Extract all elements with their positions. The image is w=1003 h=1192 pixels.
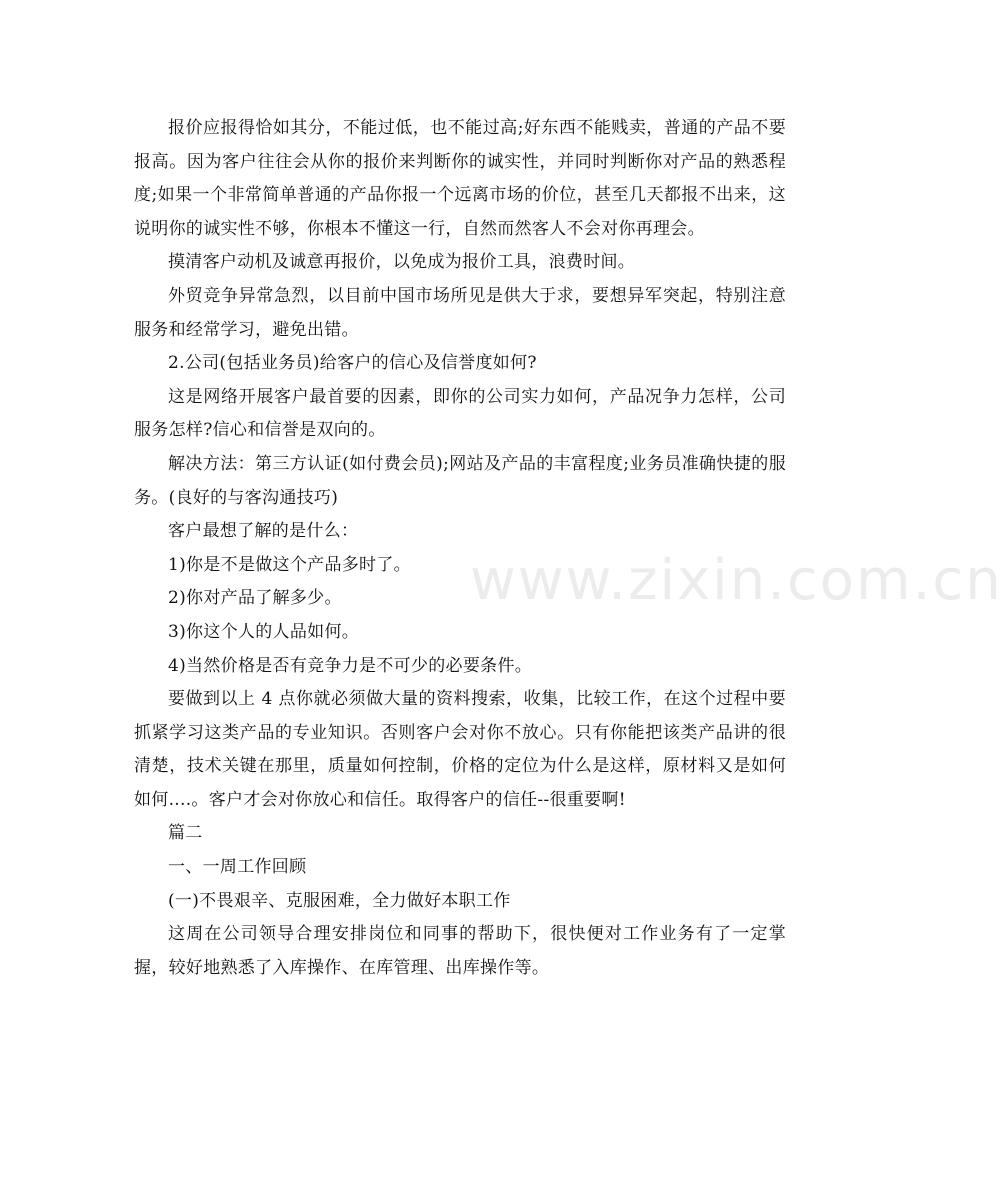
paragraph-solution: 解决方法：第三方认证(如付费会员);网站及产品的丰富程度;业务员准确快捷的服务。(良好的与客沟通技巧) [134, 453, 786, 508]
document-body [134, 112, 786, 985]
section-heading-weekly-review: 一、一周工作回顾 [168, 857, 307, 878]
paragraph-quote-pricing: 报价应报得恰如其分，不能过低，也不能过高;好东西不能贱卖，普通的产品不要报高。因为客户往往会从你的报价来判断你的诚实性，并同时判断你对产品的熟悉程度;如果一个非常简单普通的产品你报一个远离市场的价位，甚至几天都报不出来，这说明你的诚实性不够，你根本不懂这一行，自然而然客人不会对你再理会。 [134, 118, 786, 239]
paragraph-four-points: 要做到以上 4 点你就必须做大量的资料搜索，收集，比较工作，在这个过程中要抓紧学习这类产品的专业知识。否则客户会对你不放心。只有你能把该类产品讲的很清楚，技术关键在那里，质量如何控制，价格的定位为什么是这样，原材料又是如何如何....。客户才会对你放心和信任。取得客户的信任--很重要啊! [134, 689, 786, 810]
paragraph-customer-motive: 摸清客户动机及诚意再报价，以免成为报价工具，浪费时间。 [168, 252, 636, 273]
list-item-4: 4)当然价格是否有竞争力是不可少的必要条件。 [168, 655, 533, 676]
paragraph-heading-confidence: 2.公司(包括业务员)给客户的信心及信誉度如何? [168, 353, 537, 374]
list-item-2: 2)你对产品了解多少。 [168, 588, 342, 609]
list-item-1: 1)你是不是做这个产品多时了。 [168, 554, 411, 575]
watermark-text: www.zixin.com.cn [470, 548, 1003, 613]
list-item-3: 3)你这个人的人品如何。 [168, 621, 360, 642]
paragraph-company-strength: 这是网络开展客户最首要的因素，即你的公司实力如何，产品况争力怎样，公司服务怎样?信心和信誉是双向的。 [134, 386, 786, 441]
subsection-heading-duty: (一)不畏艰辛、克服困难，全力做好本职工作 [168, 890, 511, 911]
paragraph-week-work: 这周在公司领导合理安排岗位和同事的帮助下，很快便对工作业务有了一定掌握，较好地熟悉了入库操作、在库管理、出库操作等。 [134, 924, 786, 978]
section-title-part-two: 篇二 [168, 823, 203, 844]
paragraph-competition: 外贸竞争异常急烈，以目前中国市场所见是供大于求，要想异军突起，特别注意服务和经常学习，避免出错。 [134, 285, 786, 340]
paragraph-customer-wants: 客户最想了解的是什么： [168, 521, 359, 542]
